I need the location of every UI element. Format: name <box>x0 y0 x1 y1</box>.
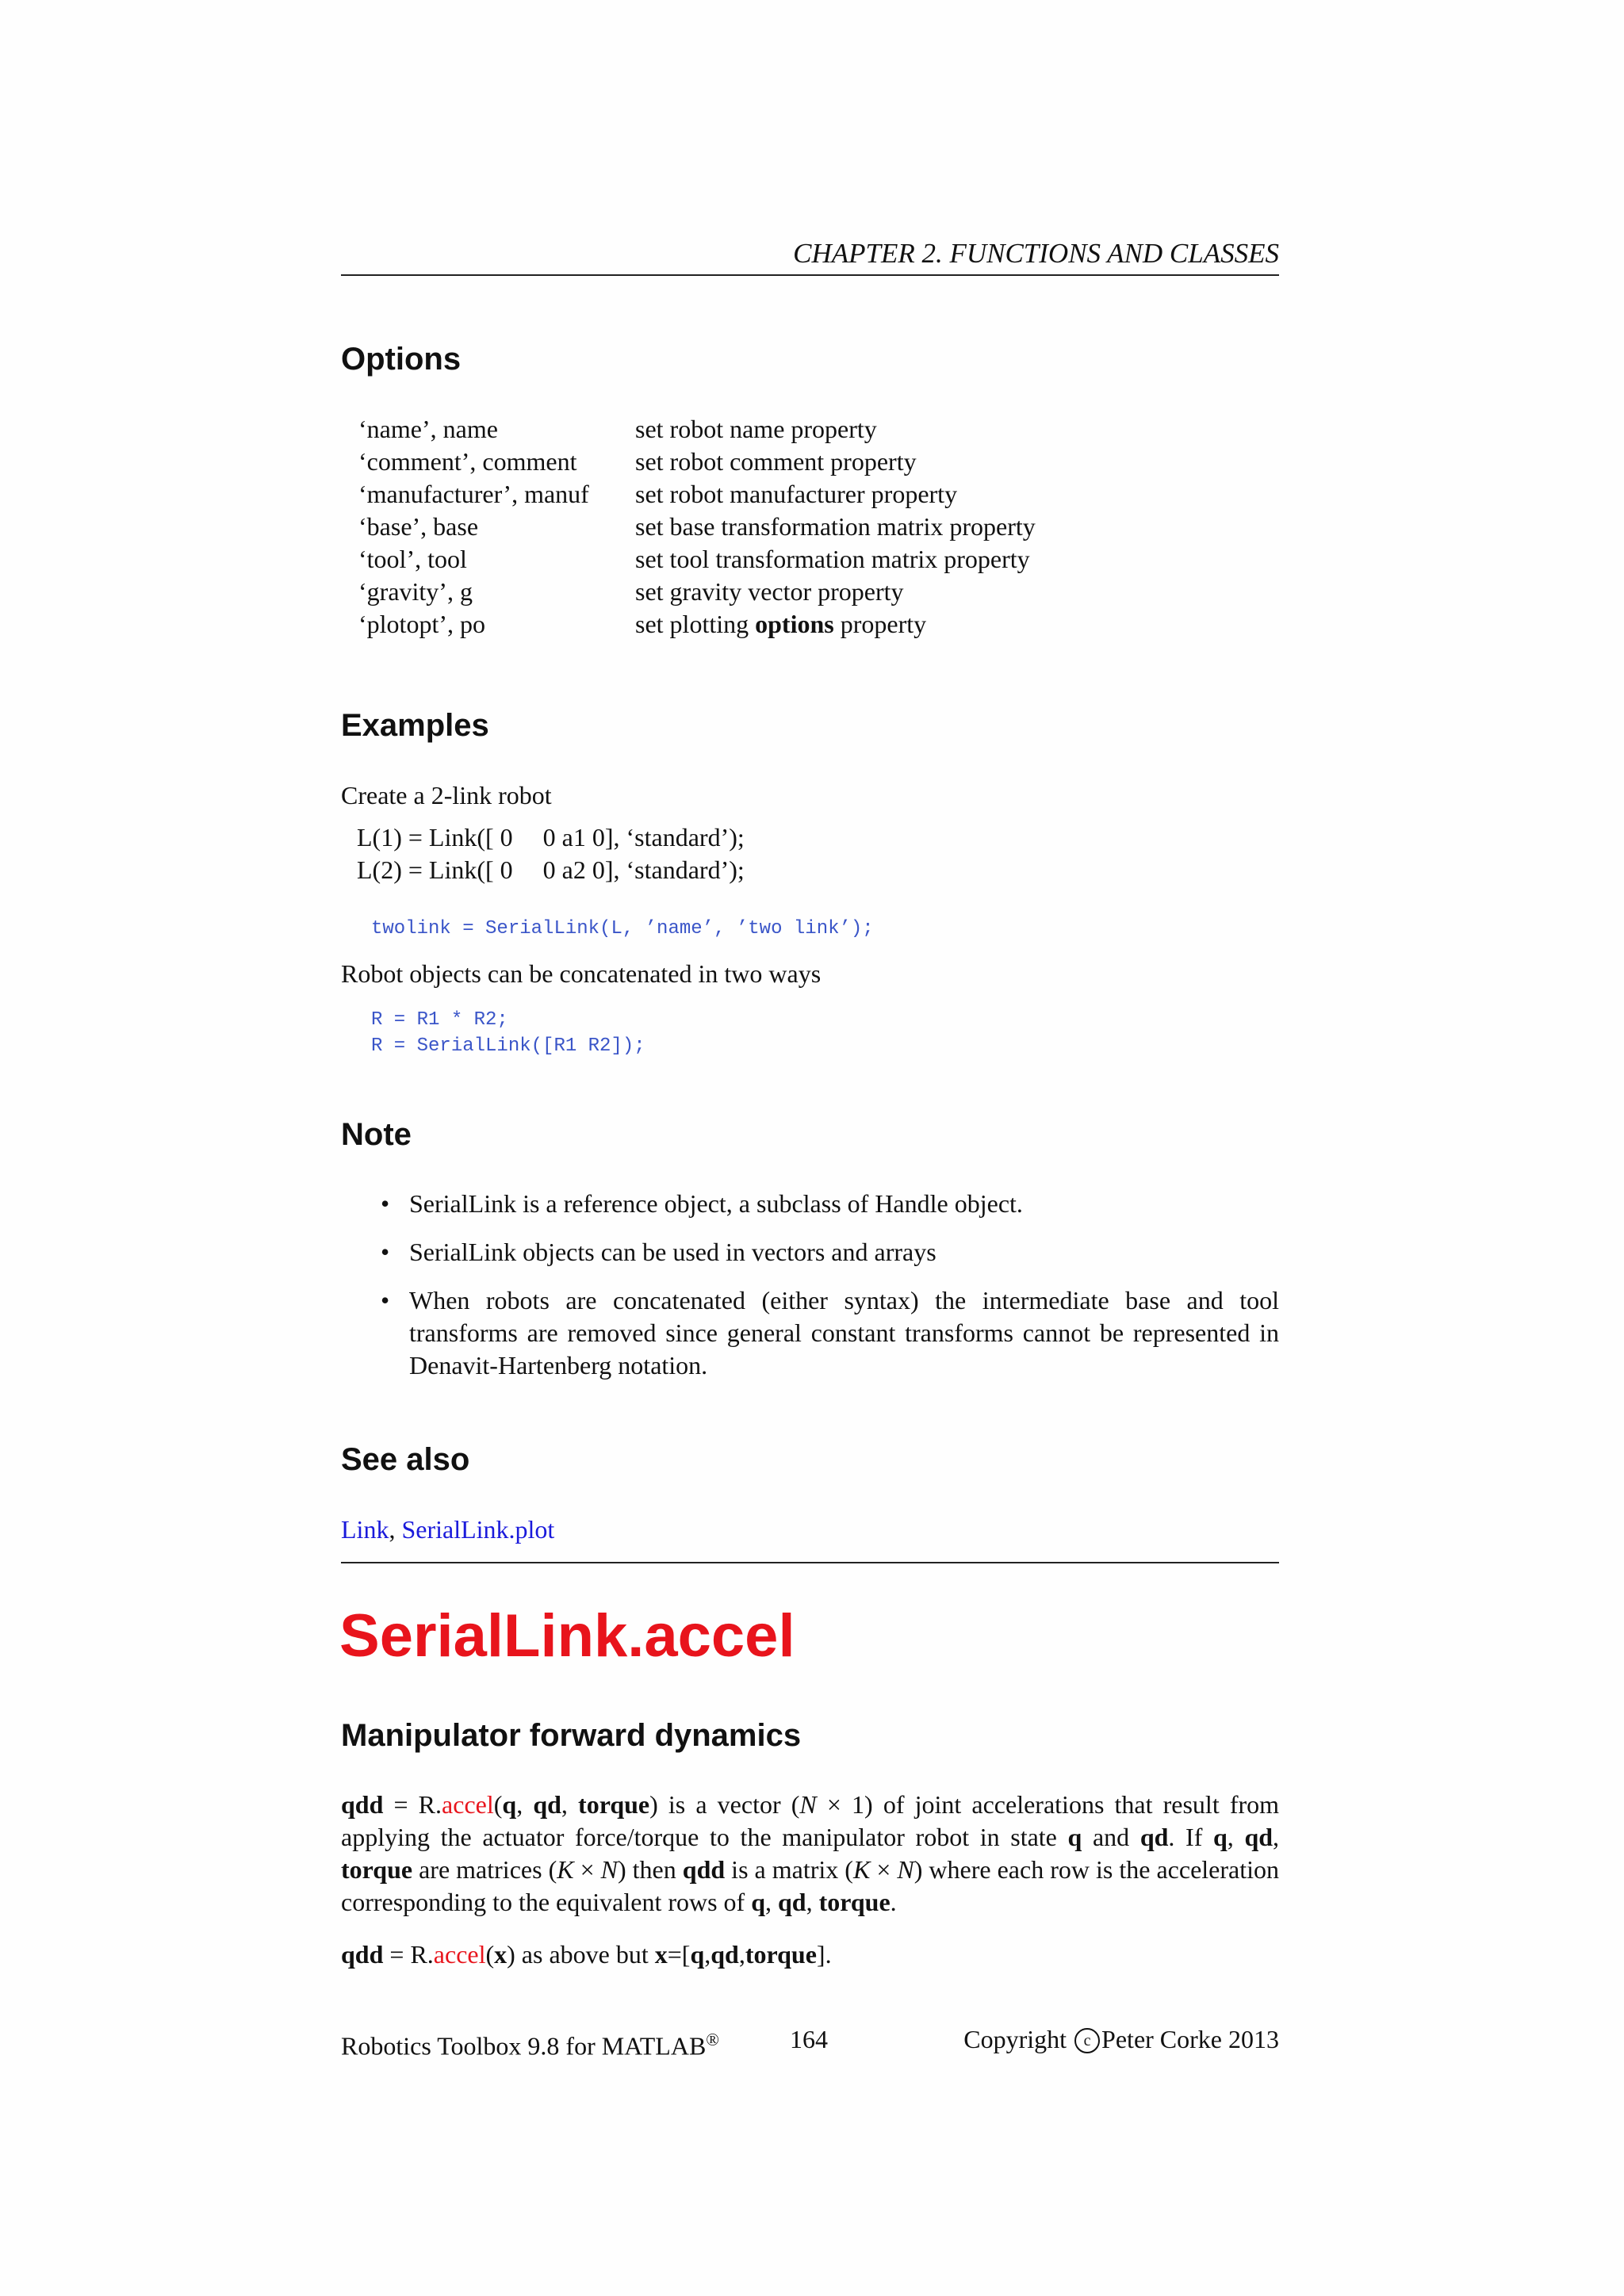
options-table <box>358 413 1036 641</box>
list-item: • SerialLink objects can be used in vectors and arrays <box>381 1238 936 1266</box>
examples-intro: Create a 2-link robot <box>341 781 552 809</box>
code-twolink: twolink = SerialLink(L, ’name’, ’two link’); <box>371 918 874 939</box>
options-row: ‘gravity’, g set gravity vector property <box>358 577 904 606</box>
options-heading: Options <box>341 342 462 377</box>
accel-description-alt: qdd = R.accel(x) as above but x=[q,qd,torque]. <box>341 1940 832 1969</box>
options-row: ‘comment’, comment set robot comment property <box>358 447 917 476</box>
function-title: SerialLink.accel <box>339 1602 795 1670</box>
options-row: ‘name’, name set robot name property <box>358 415 877 443</box>
options-row: ‘plotopt’, po set plotting options property <box>358 610 927 638</box>
footer-title: Robotics Toolbox 9.8 for MATLAB® <box>341 2030 719 2061</box>
note-list <box>341 1188 1279 1398</box>
link-link[interactable]: Link <box>341 1515 389 1544</box>
copyright-icon: c <box>1074 2028 1100 2053</box>
footer-copyright: Copyright c Peter Corke 2013 <box>963 2025 1279 2053</box>
list-item: • SerialLink is a reference object, a subclass of Handle object. <box>381 1189 1023 1218</box>
running-header: CHAPTER 2. FUNCTIONS AND CLASSES <box>341 236 1279 276</box>
link-line-2: L(2) = Link([ 0 0 a2 0], ‘standard’); <box>357 855 745 884</box>
section-divider <box>341 1562 1279 1563</box>
see-also-links: Link, SerialLink.plot <box>341 1515 555 1544</box>
page-number: 164 <box>790 2025 828 2053</box>
accel-description: qdd = R.accel(q, qd, torque) is a vector (N × 1) of joint accelerations that result from applying the actuator force/torque to the manipulator robot in state q and qd. If q, qd, torque are matrices (K × N) then qdd is a matrix (K × N) where each row is the acceleration corresponding to the equivalent rows of q, qd, torque. <box>341 1790 1280 1916</box>
link-line-1: L(1) = Link([ 0 0 a1 0], ‘standard’); <box>357 823 745 851</box>
options-row: ‘manufacturer’, manuf set robot manufacturer property <box>358 480 958 508</box>
seriallink-plot-link[interactable]: SerialLink.plot <box>401 1515 555 1544</box>
code-concat-2: R = SerialLink([R1 R2]); <box>371 1035 645 1057</box>
concat-text: Robot objects can be concatenated in two ways <box>341 959 822 988</box>
list-item: • When robots are concatenated (either syntax) the intermediate base and tool transforms are removed since general constant transforms cannot be represented in Denavit-Hartenberg notation. <box>381 1286 1279 1380</box>
note-heading: Note <box>341 1117 412 1152</box>
see-also-heading: See also <box>341 1442 470 1477</box>
examples-heading: Examples <box>341 708 489 743</box>
options-row: ‘tool’, tool set tool transformation matrix property <box>358 545 1030 573</box>
code-concat-1: R = R1 * R2; <box>371 1009 508 1031</box>
function-subtitle: Manipulator forward dynamics <box>341 1718 802 1753</box>
options-row: ‘base’, base set base transformation matrix property <box>358 512 1036 541</box>
